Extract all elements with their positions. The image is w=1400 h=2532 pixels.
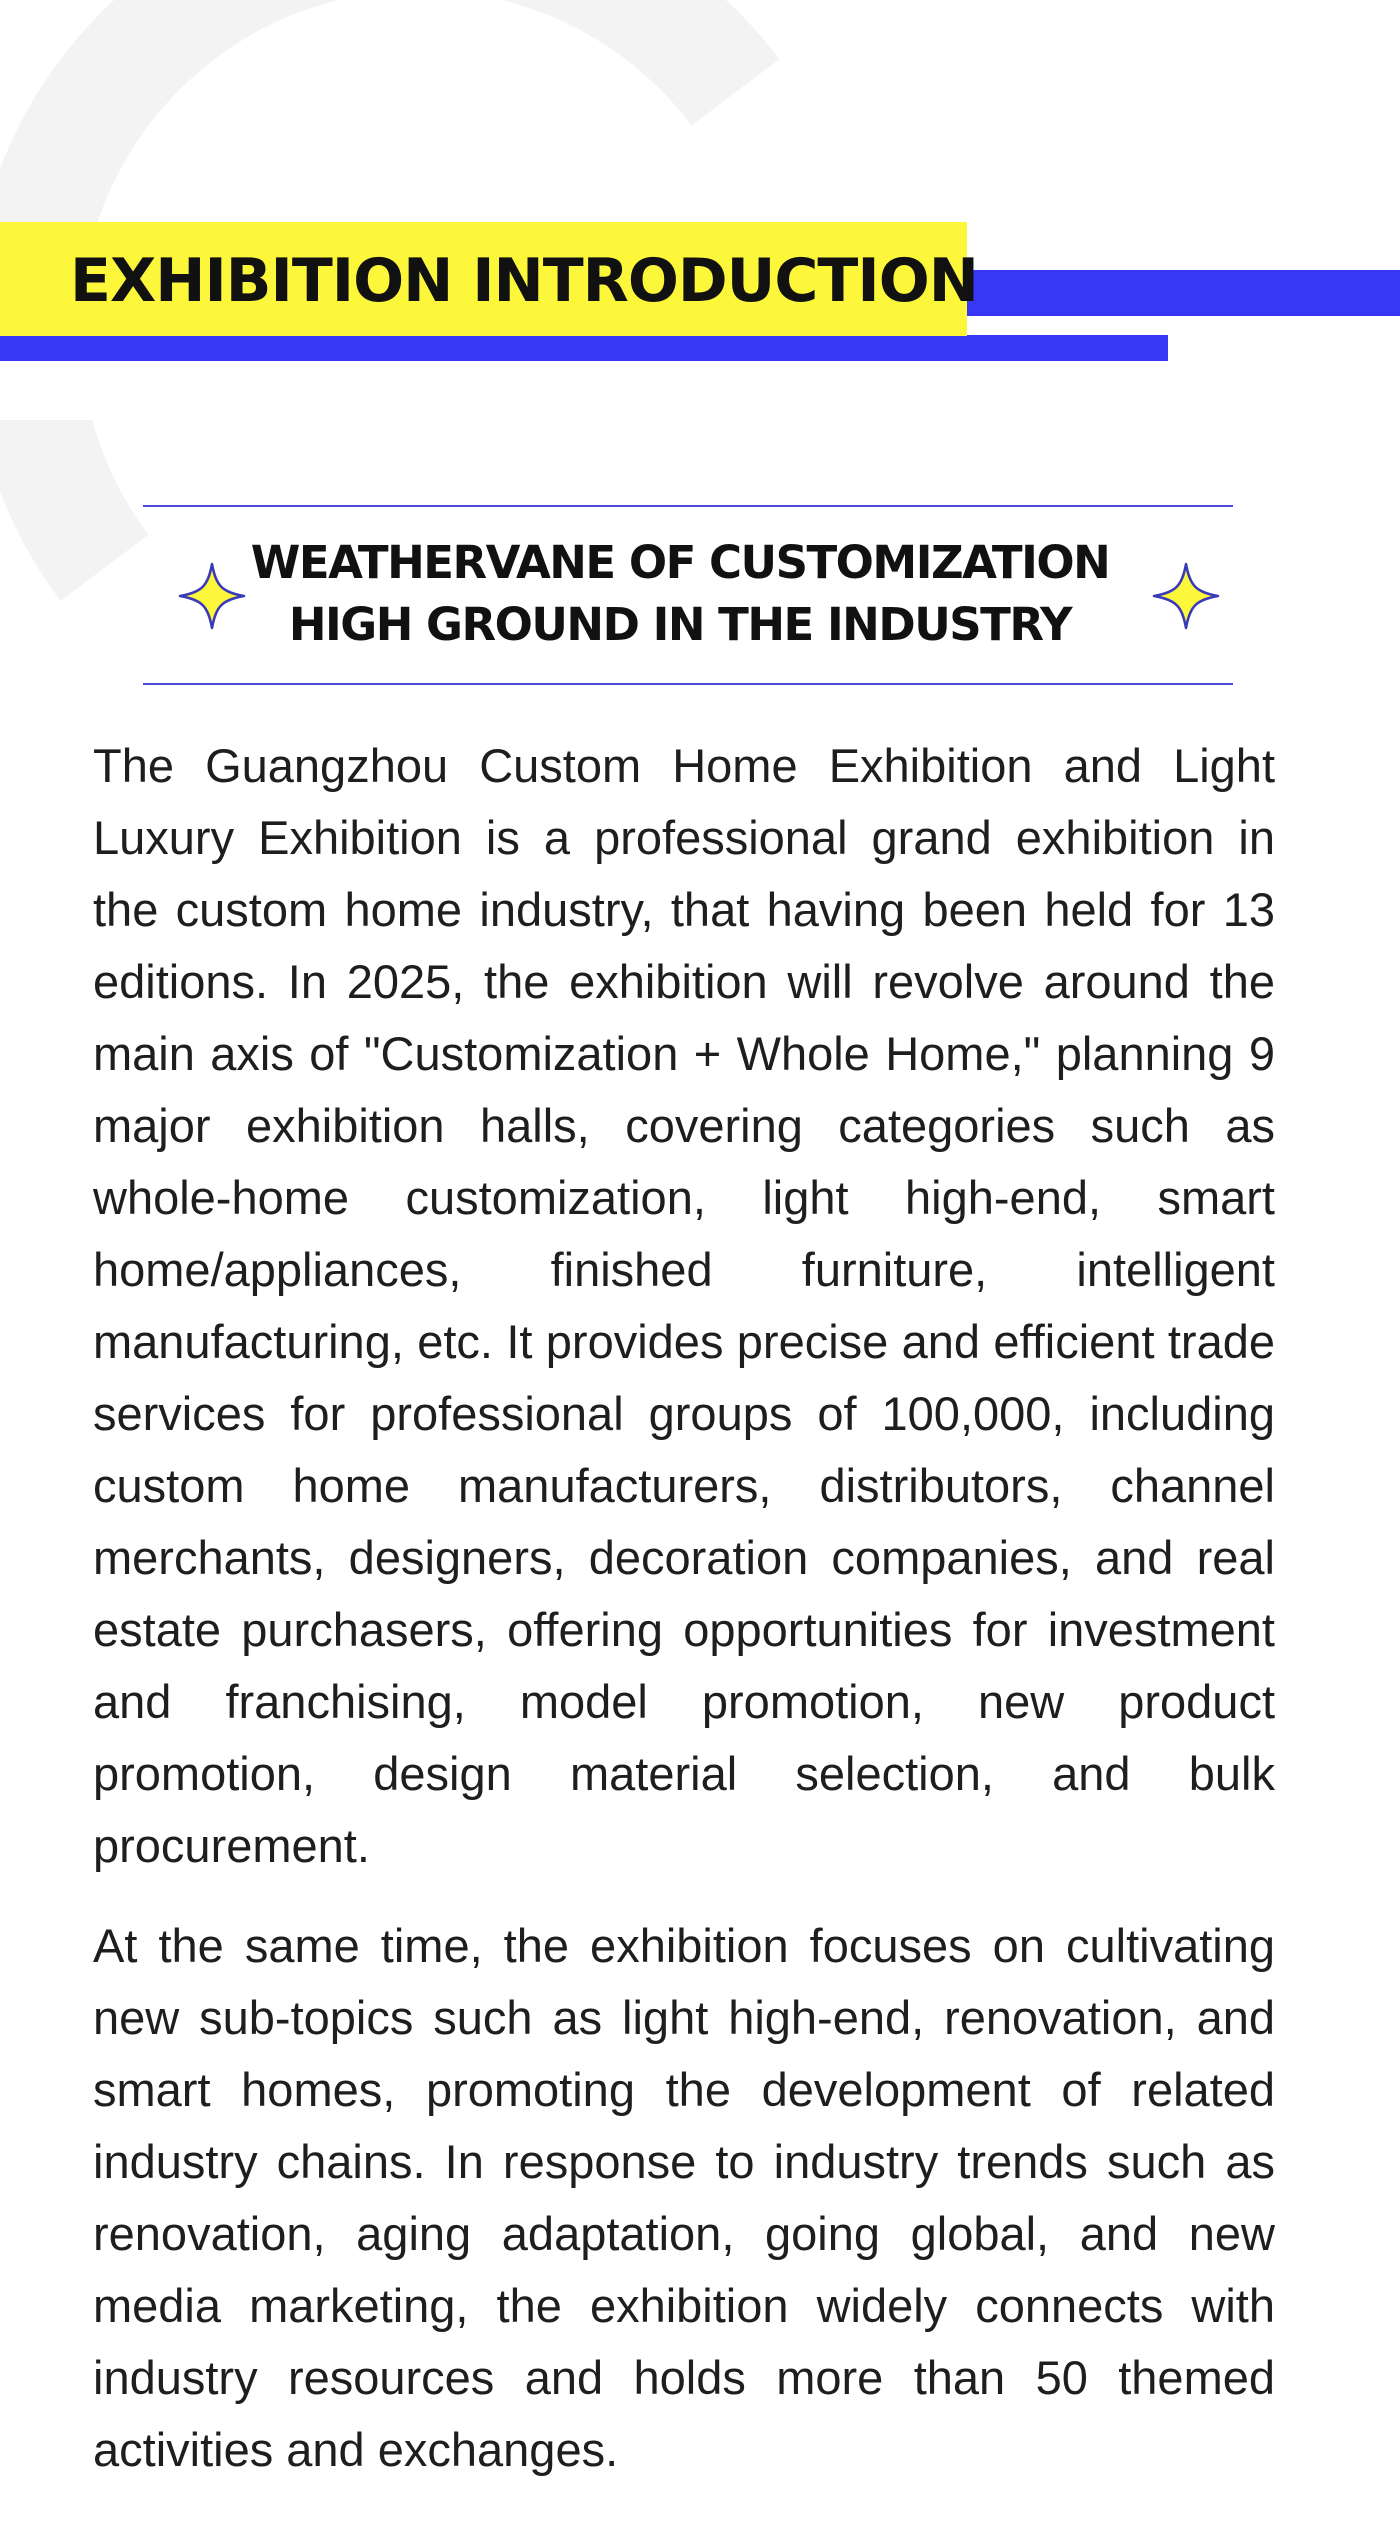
page-title: EXHIBITION INTRODUCTION [70, 246, 978, 316]
header-blue-accent-right [960, 270, 1400, 316]
subtitle-bottom-rule [143, 683, 1233, 685]
four-point-star-icon [176, 560, 248, 632]
subtitle-line-1: WEATHERVANE OF CUSTOMIZATION [250, 536, 1110, 589]
four-point-star-icon [1150, 560, 1222, 632]
intro-paragraph-1: The Guangzhou Custom Home Exhibition and Light Luxury Exhibition is a professional grand exhibition in the custom home industry, that having been held for 13 editions. In 2025, the exhibition will revolve around the main axis of "Customization + Whole Home," planning 9 major exhibition halls, covering categories such as whole-home customization, light high-end, smart home/appliances, finished furniture, intelligent manufacturing, etc. It provides precise and efficient trade services for professional groups of 100,000, including custom home manufacturers, distributors, channel merchants, designers, decoration companies, and real estate purchasers, offering opportunities for investment and franchising, model promotion, new product promotion, design material selection, and bulk procurement. [93, 739, 1275, 1872]
subtitle-top-rule [143, 505, 1233, 507]
subtitle-line-2: HIGH GROUND IN THE INDUSTRY [288, 598, 1072, 651]
section-subtitle [240, 532, 1120, 656]
header-blue-stripe [0, 335, 1168, 361]
intro-paragraph-2: At the same time, the exhibition focuses on cultivating new sub-topics such as light high-end, renovation, and smart homes, promoting the development of related industry chains. In response to industry trends such as renovation, aging adaptation, going global, and new media marketing, the exhibition widely connects with industry resources and holds more than 50 themed activities and exchanges. [93, 1919, 1275, 2476]
